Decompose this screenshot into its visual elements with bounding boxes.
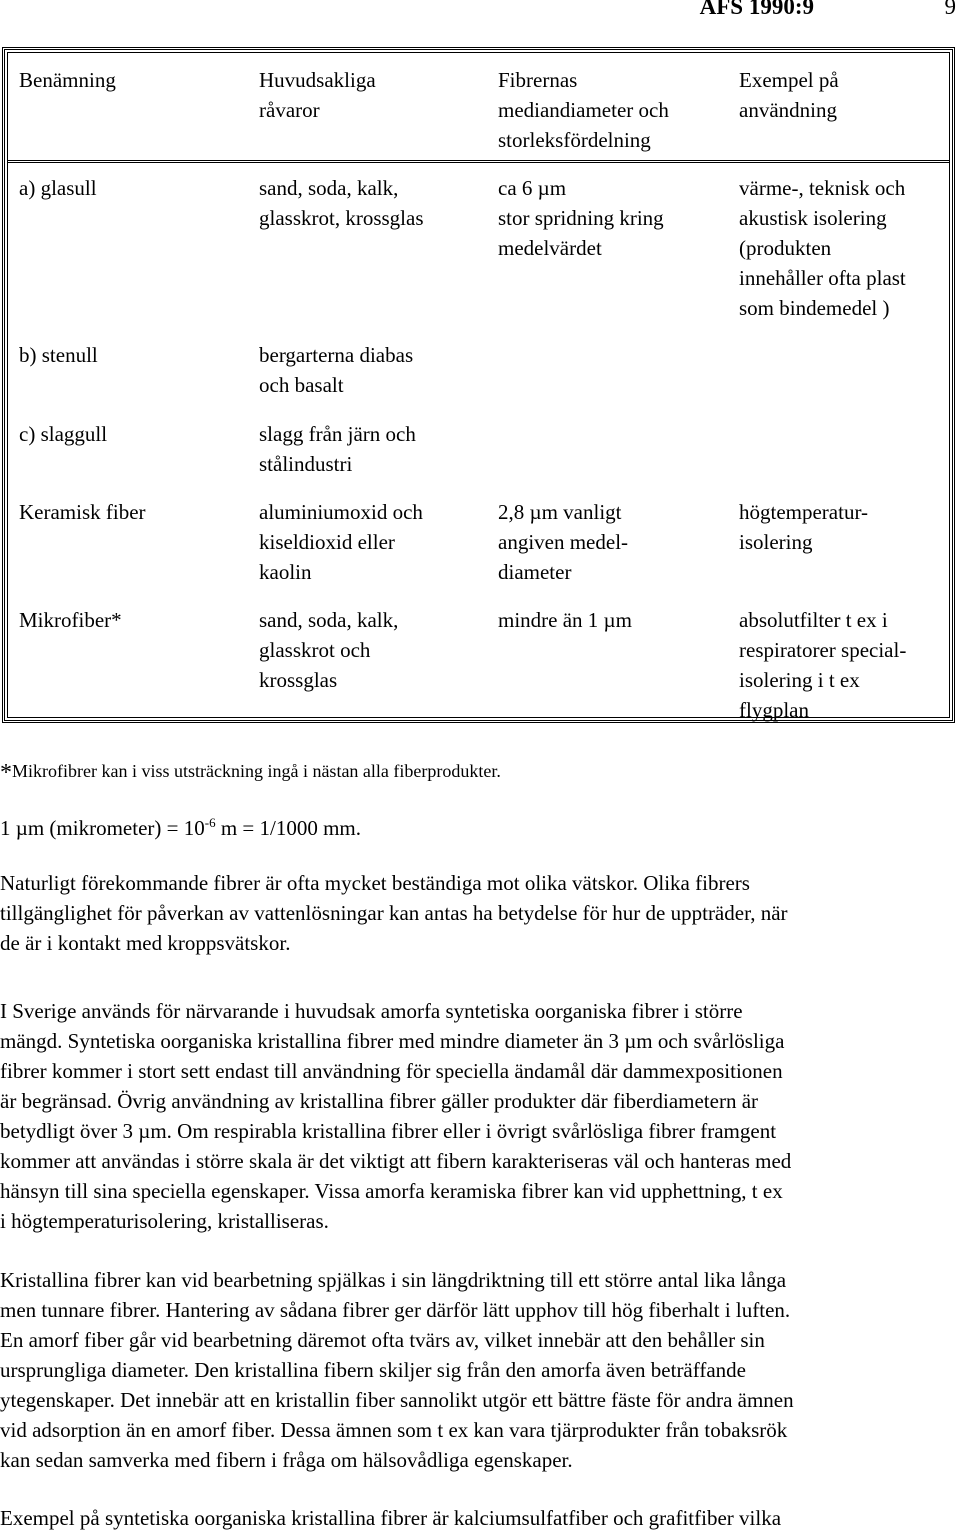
row-slaggull-raw: slagg från järn och stålindustri	[259, 422, 416, 476]
fiber-table-inner	[7, 52, 950, 722]
paragraph-4	[0, 1503, 958, 1533]
paragraph-line: mängd. Syntetiska oorganiska kristallina fibrer med mindre diameter än 3 µm och svårlösliga	[0, 1029, 785, 1053]
page-header	[0, 0, 960, 24]
row-glasull-diameter: ca 6 µm stor spridning kring medelvärdet	[498, 176, 664, 260]
paragraph-line: men tunnare fibrer. Hantering av sådana fibrer ger därför lätt upphov till hög fiberhalt i luften.	[0, 1298, 791, 1322]
row-mikrofiber-name: Mikrofiber*	[19, 608, 122, 632]
row-glasull-name: a) glasull	[19, 176, 97, 200]
paragraph-line: är begränsad. Övrig användning av kristallina fibrer gäller produkter där fiberdiametern är	[0, 1089, 759, 1113]
paragraph-line: Kristallina fibrer kan vid bearbetning spjälkas i sin längdriktning till ett större antal lika långa	[0, 1268, 787, 1292]
page-number: 9	[944, 0, 956, 19]
fiber-table	[2, 47, 955, 723]
row-stenull-raw: bergarterna diabas och basalt	[259, 343, 414, 397]
row-mikrofiber-diameter: mindre än 1 µm	[498, 608, 632, 632]
row-keramisk-raw: aluminiumoxid och kiseldioxid eller kaolin	[259, 500, 423, 584]
paragraph-line: vid adsorption än en amorf fiber. Dessa ämnen som t ex kan vara tjärprodukter från tobaksrök	[0, 1418, 788, 1442]
paragraph-1	[0, 868, 958, 958]
row-keramisk-diameter: 2,8 µm vanligt angiven medel- diameter	[498, 500, 629, 584]
row-slaggull-name: c) slaggull	[19, 422, 108, 446]
paragraph-line: fibrer kommer i stort sett endast till användning för speciella ändamål där dammexpositionen	[0, 1059, 783, 1083]
row-glasull-use: värme-, teknisk och akustisk isolering (produkten innehåller ofta plast som bindemedel )	[739, 176, 906, 320]
paragraph-line: I Sverige används för närvarande i huvudsak amorfa syntetiska oorganiska fibrer i större	[0, 999, 743, 1023]
header-divider	[8, 160, 949, 163]
row-glasull-raw: sand, soda, kalk, glasskrot, krossglas	[259, 176, 424, 230]
unit-note	[0, 815, 361, 841]
paragraph-line: i högtemperaturisolering, kristalliseras.	[0, 1209, 329, 1233]
paragraph-line: tillgänglighet för påverkan av vattenlösningar kan antas ha betydelse för hur de uppträder, när	[0, 901, 788, 925]
unit-note-exponent: -6	[204, 815, 216, 830]
paragraph-line: ursprungliga diameter. Den kristallina fibern skiljer sig från den amorfa även beträffande	[0, 1358, 747, 1382]
header-benamning: Benämning	[19, 68, 116, 92]
row-stenull-name: b) stenull	[19, 343, 98, 367]
row-keramisk-name: Keramisk fiber	[19, 500, 146, 524]
row-mikrofiber-use: absolutfilter t ex i respiratorer special- isolering i t ex flygplan	[739, 608, 907, 722]
paragraph-3	[0, 1265, 958, 1475]
paragraph-line: Naturligt förekommande fibrer är ofta mycket beständiga mot olika vätskor. Olika fibrers	[0, 871, 750, 895]
header-anvandning: Exempel på användning	[739, 68, 839, 122]
footnote-star: *	[0, 760, 12, 786]
row-keramisk-use: högtemperatur- isolering	[739, 500, 869, 554]
header-diameter: Fibrernas mediandiameter och storleksfördelning	[498, 68, 669, 152]
paragraph-line: hänsyn till sina speciella egenskaper. Vissa amorfa keramiska fibrer kan vid upphettning, t ex	[0, 1179, 783, 1203]
table-footnote	[0, 760, 501, 787]
document-code: AFS 1990:9	[699, 0, 814, 19]
paragraph-line: de är i kontakt med kroppsvätskor.	[0, 931, 291, 955]
row-mikrofiber-raw: sand, soda, kalk, glasskrot och krossglas	[259, 608, 399, 692]
unit-note-after: m = 1/1000 mm.	[215, 816, 362, 840]
unit-note-before: 1 µm (mikrometer) = 10	[0, 816, 205, 840]
paragraph-line: kommer att användas i större skala är det viktigt att fibern karakteriseras väl och hanteras med	[0, 1149, 792, 1173]
paragraph-line: ytegenskaper. Det innebär att en kristallin fiber sannolikt utgör ett bättre fäste för andra ämnen	[0, 1388, 794, 1412]
header-ravaror: Huvudsakliga råvaror	[259, 68, 376, 122]
footnote-text: Mikrofibrer kan i viss utsträckning ingå i nästan alla fiberprodukter.	[12, 761, 501, 781]
paragraph-line: kan sedan samverka med fibern i fråga om hälsovådliga egenskaper.	[0, 1448, 573, 1472]
paragraph-line: Exempel på syntetiska oorganiska kristallina fibrer är kalciumsulfatfiber och grafitfiber vilka	[0, 1506, 782, 1530]
paragraph-2	[0, 996, 958, 1236]
paragraph-line: En amorf fiber går vid bearbetning däremot ofta tvärs av, vilket innebär att den behåller sin	[0, 1328, 765, 1352]
paragraph-line: betydligt över 3 µm. Om respirabla kristallina fibrer eller i övrigt svårlösliga fibrer framgent	[0, 1119, 777, 1143]
